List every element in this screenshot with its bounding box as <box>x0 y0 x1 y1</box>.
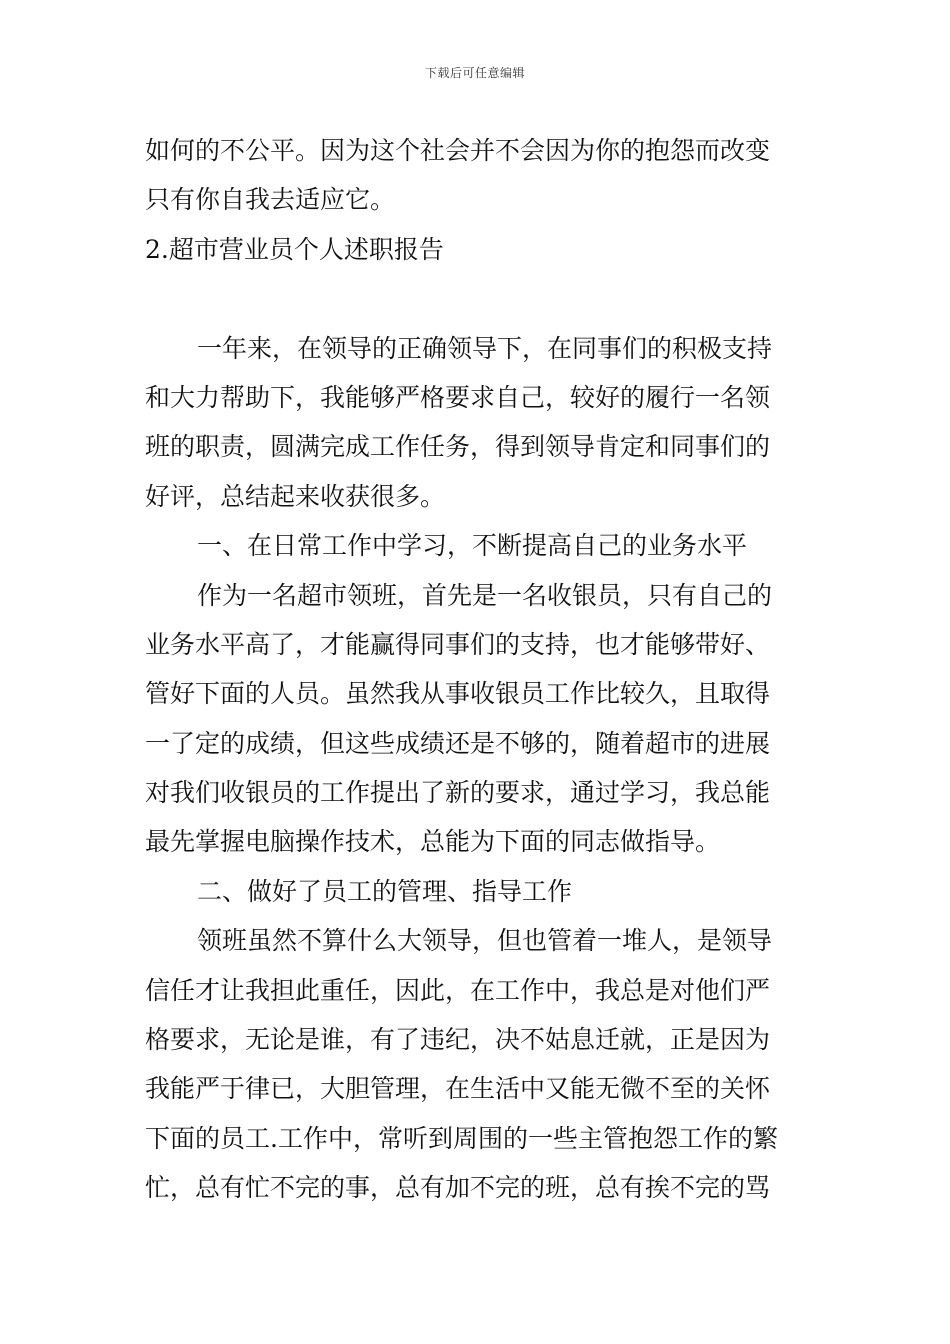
text-line: 班的职责，圆满完成工作任务，得到领导肯定和同事们的 <box>145 432 771 462</box>
text-line: 如何的不公平。因为这个社会并不会因为你的抱怨而改变 <box>145 136 771 165</box>
text-line: 一了定的成绩，但这些成绩还是不够的，随着超市的进展 <box>145 728 771 758</box>
blank-line <box>145 274 810 323</box>
text-line: 格要求，无论是谁，有了违纪，决不姑息迁就，正是因为 <box>145 1025 771 1055</box>
paragraph-start-line: 领班虽然不算什么大领导，但也管着一堆人，是领导 <box>197 926 773 956</box>
text-line: 下面的员工.工作中，常听到周围的一些主管抱怨工作的繁 <box>145 1123 778 1153</box>
section-title: 2.超市营业员个人述职报告 <box>145 234 444 264</box>
paragraph-start-line: 一年来，在领导的正确领导下，在同事们的积极支持 <box>197 333 773 363</box>
text-line: 信任才让我担此重任，因此，在工作中，我总是对他们严 <box>145 975 771 1005</box>
subheading: 一、在日常工作中学习，不断提高自己的业务水平 <box>197 531 748 561</box>
text-line: 业务水平高了，才能赢得同事们的支持，也才能够带好、 <box>145 629 771 659</box>
text-line: 好评，总结起来收获很多。 <box>145 481 446 511</box>
text-line: 我能严于律已，大胆管理，在生活中又能无微不至的关怀 <box>145 1074 771 1104</box>
text-line: 对我们收银员的工作提出了新的要求，通过学习，我总能 <box>145 778 771 808</box>
document-body <box>145 126 810 1213</box>
text-line: 管好下面的人员。虽然我从事收银员工作比较久，且取得 <box>145 679 771 709</box>
text-line: 和大力帮助下，我能够严格要求自己，较好的履行一名领 <box>145 382 771 412</box>
subheading: 二、做好了员工的管理、指导工作 <box>197 876 573 906</box>
page-header: 下载后可任意编辑 <box>424 66 525 80</box>
paragraph-start-line: 作为一名超市领班，首先是一名收银员，只有自己的 <box>197 580 773 610</box>
text-line: 忙，总有忙不完的事，总有加不完的班，总有挨不完的骂 <box>145 1173 771 1203</box>
text-line: 最先掌握电脑操作技术，总能为下面的同志做指导。 <box>145 827 721 857</box>
text-line: 只有你自我去适应它。 <box>145 185 396 215</box>
